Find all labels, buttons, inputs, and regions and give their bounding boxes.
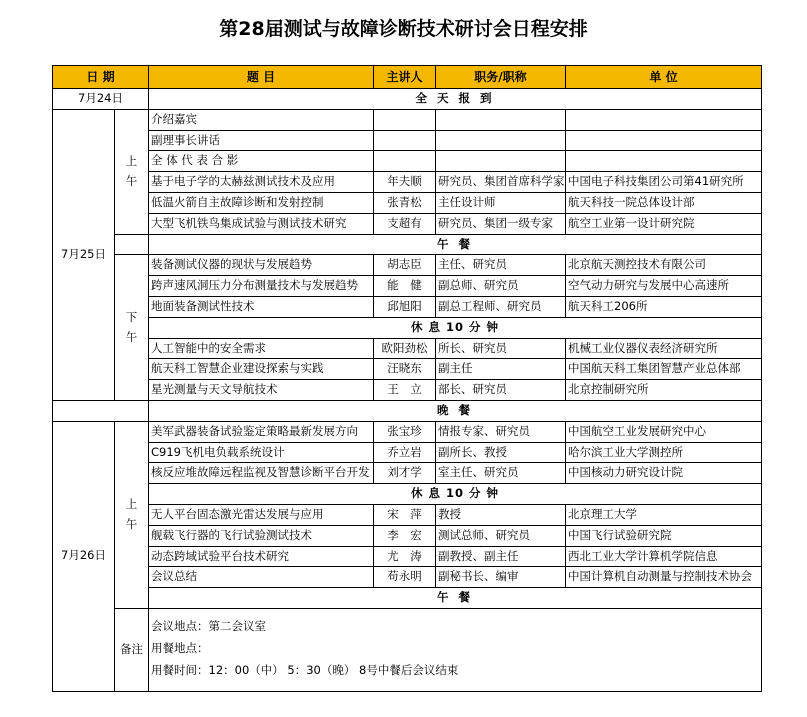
speaker-cell: 刘才学 (374, 463, 436, 484)
position-cell (436, 151, 566, 172)
org-cell: 北京理工大学 (566, 504, 762, 525)
table-row (53, 317, 762, 338)
table-row (53, 89, 762, 110)
position-cell: 室主任、研究员 (436, 463, 566, 484)
table-row (53, 192, 762, 213)
position-cell: 教授 (436, 504, 566, 525)
speaker-cell: 乔立岩 (374, 442, 436, 463)
topic-cell: 星光测量与天文导航技术 (149, 380, 374, 401)
note-dining-time: 用餐时间：12：00（中） 5：30（晚） 8号中餐后会议结束 (151, 662, 459, 677)
position-cell: 副总师、研究员 (436, 276, 566, 297)
table-header-row (53, 66, 762, 89)
table-row (53, 338, 762, 359)
org-cell: 中国航天科工集团智慧产业总体部 (566, 359, 762, 380)
position-cell (436, 130, 566, 151)
table-row (53, 504, 762, 525)
topic-cell: 会议总结 (149, 567, 374, 588)
speaker-cell: 王 立 (374, 380, 436, 401)
date-cell: 7月24日 (53, 89, 149, 110)
org-cell: 北京航天测控技术有限公司 (566, 255, 762, 276)
registration-label: 全 天 报 到 (149, 89, 762, 110)
table-row (53, 380, 762, 401)
topic-cell: 介绍嘉宾 (149, 109, 374, 130)
topic-cell: 地面装备测试性技术 (149, 296, 374, 317)
topic-cell: 美军武器装备试验鉴定策略最新发展方向 (149, 421, 374, 442)
topic-cell: 副理事长讲话 (149, 130, 374, 151)
speaker-cell (374, 130, 436, 151)
table-row (53, 213, 762, 234)
org-cell: 机械工业仪器仪表经济研究所 (566, 338, 762, 359)
speaker-cell: 邱旭阳 (374, 296, 436, 317)
table-row (53, 608, 762, 691)
speaker-cell: 李 宏 (374, 525, 436, 546)
topic-cell: 大型飞机铁鸟集成试验与测试技术研究 (149, 213, 374, 234)
topic-cell: 动态跨域试验平台技术研究 (149, 546, 374, 567)
speaker-cell: 能 健 (374, 276, 436, 297)
position-cell (436, 109, 566, 130)
header-topic: 题 目 (149, 66, 374, 89)
table-row (53, 130, 762, 151)
position-cell: 研究员、集团首席科学家 (436, 172, 566, 193)
position-cell: 研究员、集团一级专家 (436, 213, 566, 234)
table-row (53, 525, 762, 546)
notes-cell (149, 608, 762, 691)
speaker-cell: 汪晓东 (374, 359, 436, 380)
speaker-cell (374, 109, 436, 130)
lunch-label: 午 餐 (149, 234, 762, 255)
org-cell: 北京控制研究所 (566, 380, 762, 401)
org-cell: 中国飞行试验研究院 (566, 525, 762, 546)
position-cell: 副主任 (436, 359, 566, 380)
dinner-label: 晚 餐 (149, 400, 762, 421)
note-dining-place: 用餐地点： (151, 640, 209, 655)
topic-cell: 全 体 代 表 合 影 (149, 151, 374, 172)
table-row (53, 546, 762, 567)
topic-cell: 装备测试仪器的现状与发展趋势 (149, 255, 374, 276)
header-position: 职务/职称 (436, 66, 566, 89)
session-label: 下午 (115, 255, 149, 401)
org-cell: 中国核动力研究设计院 (566, 463, 762, 484)
position-cell: 测试总师、研究员 (436, 525, 566, 546)
table-row (53, 421, 762, 442)
session-label: 上午 (115, 421, 149, 608)
table-row (53, 463, 762, 484)
topic-cell: 人工智能中的安全需求 (149, 338, 374, 359)
break-label: 休 息 10 分 钟 (149, 317, 762, 338)
position-cell: 副教授、副主任 (436, 546, 566, 567)
schedule-table (52, 65, 762, 692)
table-row (53, 109, 762, 130)
header-speaker: 主讲人 (374, 66, 436, 89)
org-cell: 中国航空工业发展研究中心 (566, 421, 762, 442)
position-cell: 主任、研究员 (436, 255, 566, 276)
table-row (53, 588, 762, 609)
position-cell: 所长、研究员 (436, 338, 566, 359)
position-cell: 主任设计师 (436, 192, 566, 213)
speaker-cell: 支超有 (374, 213, 436, 234)
date-cell: 7月26日 (53, 421, 115, 691)
org-cell: 西北工业大学计算机学院信息 (566, 546, 762, 567)
table-row (53, 484, 762, 505)
speaker-cell: 张青松 (374, 192, 436, 213)
table-row (53, 567, 762, 588)
org-cell: 航天科技一院总体设计部 (566, 192, 762, 213)
topic-cell: 无人平台固态激光雷达发展与应用 (149, 504, 374, 525)
speaker-cell: 苟永明 (374, 567, 436, 588)
table-row (53, 172, 762, 193)
break-label: 休 息 10 分 钟 (149, 484, 762, 505)
table-row (53, 276, 762, 297)
org-cell: 中国计算机自动测量与控制技术协会 (566, 567, 762, 588)
topic-cell: 低温火箭自主故障诊断和发射控制 (149, 192, 374, 213)
table-row (53, 296, 762, 317)
notes-label: 备注 (115, 608, 149, 691)
session-label: 上午 (115, 109, 149, 234)
speaker-cell: 宋 萍 (374, 504, 436, 525)
topic-cell: 核反应堆故障远程监视及智慧诊断平台开发 (149, 463, 374, 484)
topic-cell: 舰载飞行器的飞行试验测试技术 (149, 525, 374, 546)
topic-cell: 基于电子学的太赫兹测试技术及应用 (149, 172, 374, 193)
speaker-cell: 年夫顺 (374, 172, 436, 193)
header-org: 单 位 (566, 66, 762, 89)
table-row (53, 255, 762, 276)
org-cell: 哈尔滨工业大学测控所 (566, 442, 762, 463)
table-row (53, 442, 762, 463)
org-cell (566, 151, 762, 172)
page-title: 第28届测试与故障诊断技术研讨会日程安排 (219, 18, 588, 40)
position-cell: 副秘书长、编审 (436, 567, 566, 588)
topic-cell: 跨声速风洞压力分布测量技术与发展趋势 (149, 276, 374, 297)
org-cell: 空气动力研究与发展中心高速所 (566, 276, 762, 297)
topic-cell: 航天科工智慧企业建设探索与实践 (149, 359, 374, 380)
table-row (53, 234, 762, 255)
speaker-cell: 张宝珍 (374, 421, 436, 442)
position-cell: 情报专家、研究员 (436, 421, 566, 442)
org-cell: 中国电子科技集团公司第41研究所 (566, 172, 762, 193)
lunch-label: 午 餐 (149, 588, 762, 609)
org-cell: 航天科工206所 (566, 296, 762, 317)
header-date: 日 期 (53, 66, 149, 89)
note-venue: 会议地点：第二会议室 (151, 618, 266, 633)
speaker-cell: 胡志臣 (374, 255, 436, 276)
speaker-cell: 尤 涛 (374, 546, 436, 567)
topic-cell: C919飞机电负载系统设计 (149, 442, 374, 463)
org-cell (566, 109, 762, 130)
position-cell: 副所长、教授 (436, 442, 566, 463)
speaker-cell (374, 151, 436, 172)
date-cell: 7月25日 (53, 109, 115, 400)
table-row (53, 151, 762, 172)
speaker-cell: 欧阳劲松 (374, 338, 436, 359)
org-cell: 航空工业第一设计研究院 (566, 213, 762, 234)
org-cell (566, 130, 762, 151)
table-row (53, 400, 762, 421)
position-cell: 副总工程师、研究员 (436, 296, 566, 317)
position-cell: 部长、研究员 (436, 380, 566, 401)
table-row (53, 359, 762, 380)
